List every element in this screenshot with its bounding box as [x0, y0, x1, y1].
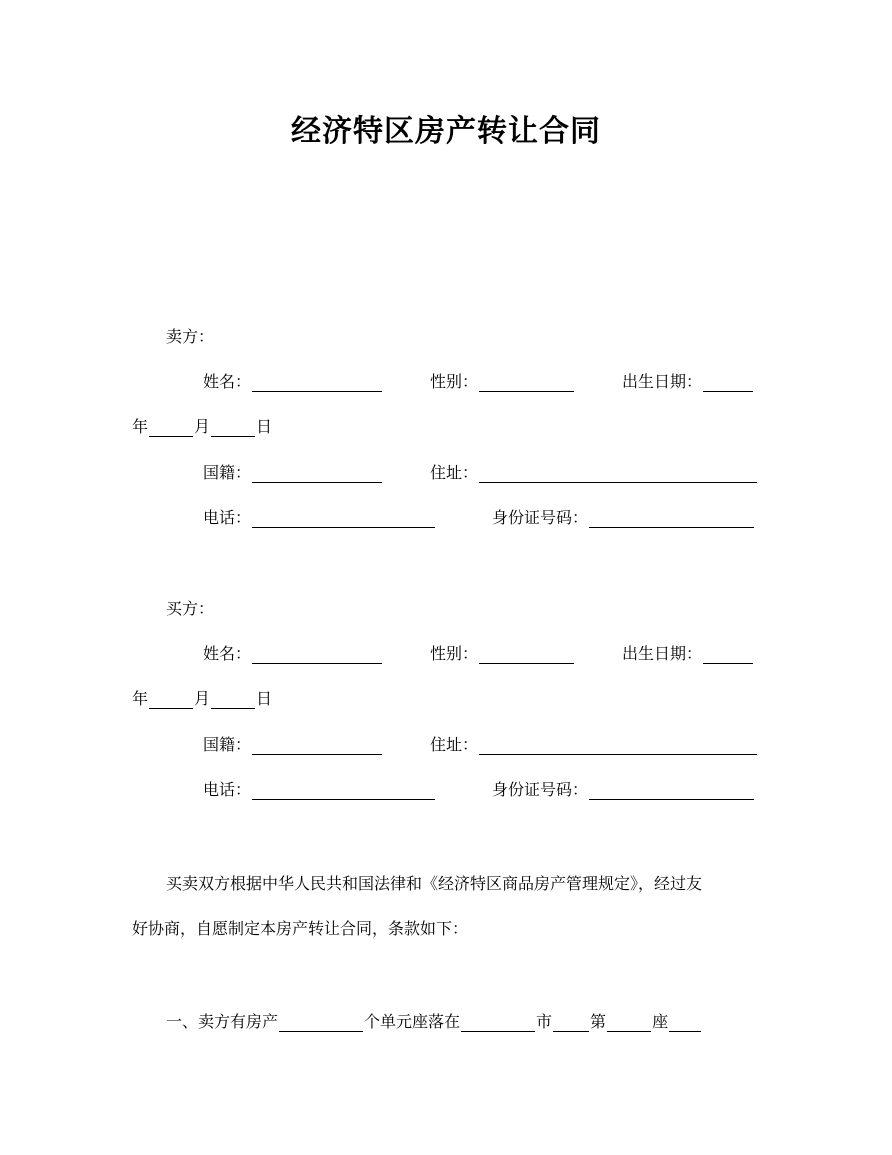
- seller-nationality-label: 国籍：: [203, 463, 252, 482]
- seller-id-label: 身份证号码：: [492, 508, 589, 527]
- seller-birth-date-row: [132, 417, 272, 437]
- buyer-heading: [166, 599, 214, 619]
- seller-address-row: [430, 463, 758, 483]
- buyer-phone-field[interactable]: [252, 783, 435, 800]
- buyer-gender-label: 性别：: [430, 644, 479, 663]
- buyer-address-row: [430, 735, 758, 755]
- seller-nationality-row: [203, 463, 383, 483]
- buyer-name-field[interactable]: [252, 647, 382, 664]
- clause-1-part-3: 市: [536, 1012, 553, 1031]
- buyer-id-label: 身份证号码：: [492, 780, 589, 799]
- seller-nationality-field[interactable]: [252, 466, 382, 483]
- seller-heading: [166, 327, 214, 347]
- seller-name-field[interactable]: [252, 375, 382, 392]
- seller-month-label: 月: [194, 417, 211, 436]
- buyer-nationality-field[interactable]: [252, 738, 382, 755]
- clause-1-part-4: 第: [590, 1012, 607, 1031]
- seller-address-label: 住址：: [430, 463, 479, 482]
- buyer-year-label: 年: [132, 689, 149, 708]
- seller-heading-text: 卖方：: [166, 327, 215, 346]
- clause-1-part-5: 座: [652, 1012, 669, 1031]
- buyer-name-row: [203, 644, 383, 664]
- buyer-birth-row: [622, 644, 754, 664]
- seller-id-row: [492, 508, 755, 528]
- buyer-name-label: 姓名：: [203, 644, 252, 663]
- buyer-address-field[interactable]: [479, 738, 757, 755]
- clause-1-city-field[interactable]: [461, 1015, 535, 1032]
- buyer-address-label: 住址：: [430, 735, 479, 754]
- preamble-line-1: 买卖双方根据中华人民共和国法律和《经济特区商品房产管理规定》，经过友: [166, 874, 703, 893]
- buyer-phone-label: 电话：: [203, 780, 252, 799]
- buyer-heading-text: 买方：: [166, 599, 215, 618]
- seller-year-label: 年: [132, 417, 149, 436]
- seller-address-field[interactable]: [479, 466, 757, 483]
- buyer-gender-row: [430, 644, 575, 664]
- buyer-id-row: [492, 780, 755, 800]
- seller-gender-field[interactable]: [479, 375, 574, 392]
- buyer-nationality-row: [203, 735, 383, 755]
- clause-1-trailing-field[interactable]: [669, 1015, 701, 1032]
- buyer-birth-day-field[interactable]: [211, 692, 255, 709]
- preamble-line-2: 好协商，自愿制定本房产转让合同，条款如下：: [132, 919, 469, 938]
- buyer-birth-year-field[interactable]: [703, 647, 753, 664]
- buyer-day-label: 日: [256, 689, 273, 708]
- seller-gender-row: [430, 372, 575, 392]
- seller-name-label: 姓名：: [203, 372, 252, 391]
- clause-1-block-field[interactable]: [607, 1015, 651, 1032]
- buyer-id-field[interactable]: [589, 783, 754, 800]
- seller-phone-field[interactable]: [252, 511, 435, 528]
- document-title: 经济特区房产转让合同: [291, 114, 601, 149]
- buyer-month-label: 月: [194, 689, 211, 708]
- seller-name-row: [203, 372, 383, 392]
- seller-day-label: 日: [256, 417, 273, 436]
- seller-birth-year-field[interactable]: [703, 375, 753, 392]
- seller-phone-row: [203, 508, 436, 528]
- seller-id-field[interactable]: [589, 511, 754, 528]
- clause-1: [166, 1012, 702, 1032]
- seller-birth-day-field[interactable]: [211, 420, 255, 437]
- buyer-phone-row: [203, 780, 436, 800]
- seller-birth-row: [622, 372, 754, 392]
- buyer-birth-label: 出生日期：: [622, 644, 703, 663]
- buyer-nationality-label: 国籍：: [203, 735, 252, 754]
- clause-1-district-field[interactable]: [553, 1015, 589, 1032]
- buyer-birth-month-field[interactable]: [149, 692, 193, 709]
- seller-birth-label: 出生日期：: [622, 372, 703, 391]
- seller-phone-label: 电话：: [203, 508, 252, 527]
- clause-1-part-1: 一、卖方有房产: [166, 1012, 279, 1031]
- clause-1-part-2: 个单元座落在: [364, 1012, 461, 1031]
- seller-gender-label: 性别：: [430, 372, 479, 391]
- buyer-birth-date-row: [132, 689, 272, 709]
- seller-birth-month-field[interactable]: [149, 420, 193, 437]
- buyer-gender-field[interactable]: [479, 647, 574, 664]
- clause-1-units-field[interactable]: [279, 1015, 363, 1032]
